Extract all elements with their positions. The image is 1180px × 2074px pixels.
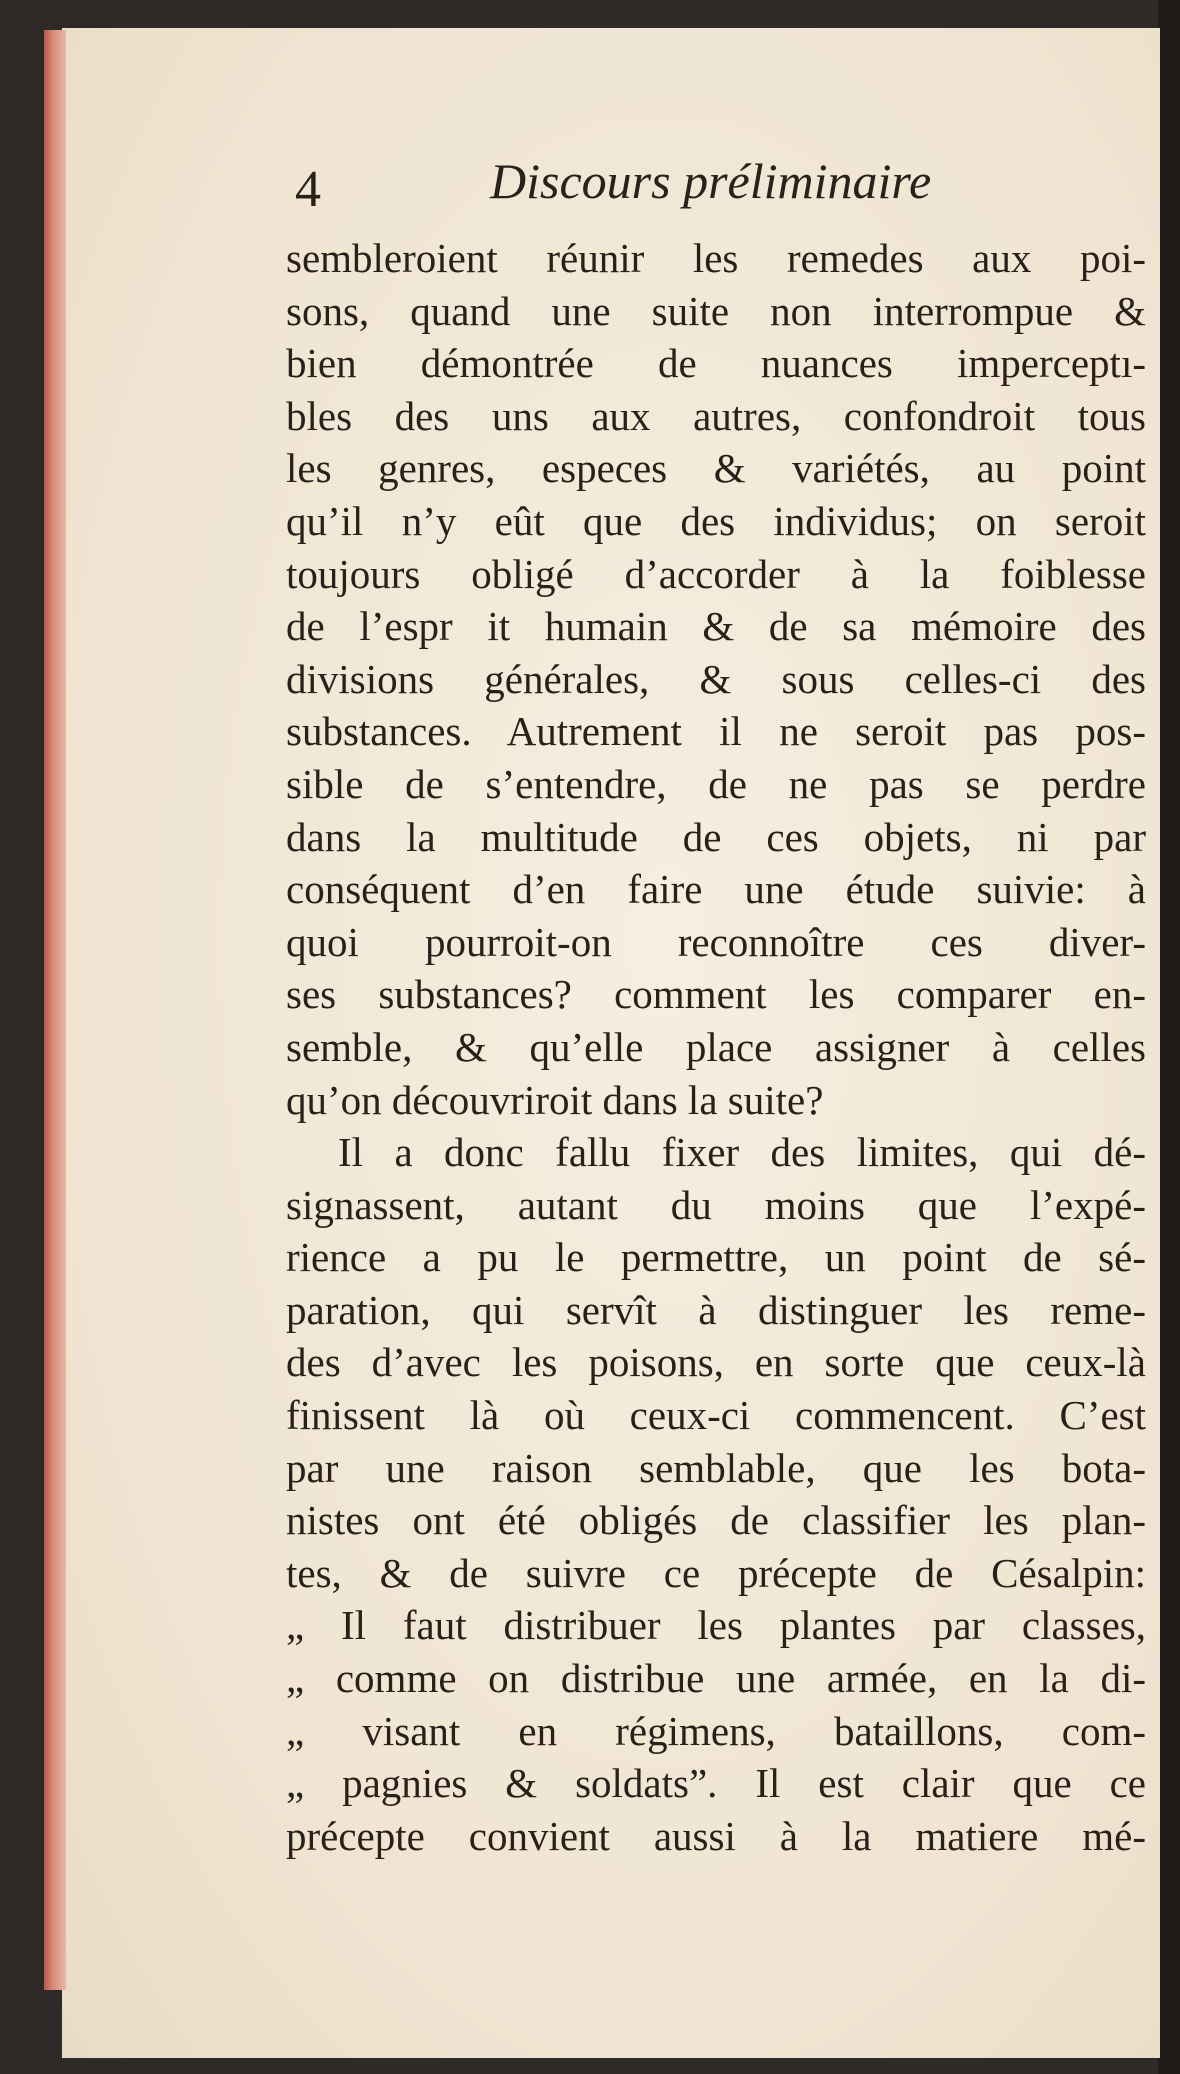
text-line: quoi pourroit-on reconnoître ces diver- (286, 918, 1146, 965)
text-line: Il a donc fallu fixer des limites, qui dé- (338, 1129, 1146, 1176)
text-line: paration, qui servît à distinguer les reme- (286, 1286, 1146, 1333)
body-text (286, 232, 1146, 1862)
text-line: précepte convient aussi à la matiere mé- (286, 1812, 1146, 1859)
text-line: des d’avec les poisons, en sorte que ceux-là (286, 1339, 1146, 1386)
text-line: rience a pu le permettre, un point de sé- (286, 1234, 1146, 1281)
text-line: sons, quand une suite non interrompue & (286, 287, 1146, 334)
text-line: semble, & qu’elle place assigner à celles (286, 1023, 1146, 1070)
text-line: nistes ont été obligés de classifier les plan- (286, 1497, 1146, 1544)
text-line: qu’on découvriroit dans la suite? (286, 1076, 824, 1123)
text-line: dans la multitude de ces objets, ni par (286, 813, 1146, 860)
text-line: toujours obligé d’accorder à la foiblesse (286, 550, 1146, 597)
text-line: „ pagnies & soldats”. Il est clair que ce (286, 1760, 1146, 1807)
running-head: Discours préliminaire (490, 153, 932, 209)
text-line: finissent là où ceux-ci commencent. C’est (286, 1392, 1146, 1439)
text-line: par une raison semblable, que les bota- (286, 1444, 1146, 1491)
text-line: bien démontrée de nuances imperceptı- (286, 340, 1146, 387)
text-line: conséquent d’en faire une étude suivie: à (286, 866, 1146, 913)
text-line: „ comme on distribue une armée, en la di- (286, 1655, 1146, 1702)
text-line: substances. Autrement il ne seroit pas pos- (286, 708, 1146, 755)
text-line: tes, & de suivre ce précepte de Césalpin: (286, 1549, 1146, 1596)
text-line: signassent, autant du moins que l’expé- (286, 1181, 1146, 1228)
text-line: de l’espr it humain & de sa mémoire des (286, 603, 1146, 650)
text-line: „ visant en régimens, bataillons, com- (286, 1707, 1146, 1754)
text-line: „ Il faut distribuer les plantes par classes, (286, 1602, 1146, 1649)
text-line: ses substances? comment les comparer en- (286, 971, 1146, 1018)
scan-background-strip (1158, 0, 1180, 2074)
text-line: sible de s’entendre, de ne pas se perdre (286, 760, 1146, 807)
text-line: qu’il n’y eût que des individus; on seroit (286, 497, 1146, 544)
text-line: bles des uns aux autres, confondroit tous (286, 392, 1146, 439)
page-edge-red (44, 30, 66, 1990)
text-line: les genres, especes & variétés, au point (286, 445, 1146, 492)
text-line: divisions générales, & sous celles-ci des (286, 655, 1146, 702)
page-number: 4 (295, 161, 321, 218)
text-line: sembleroient réunir les remedes aux poi- (286, 235, 1146, 281)
